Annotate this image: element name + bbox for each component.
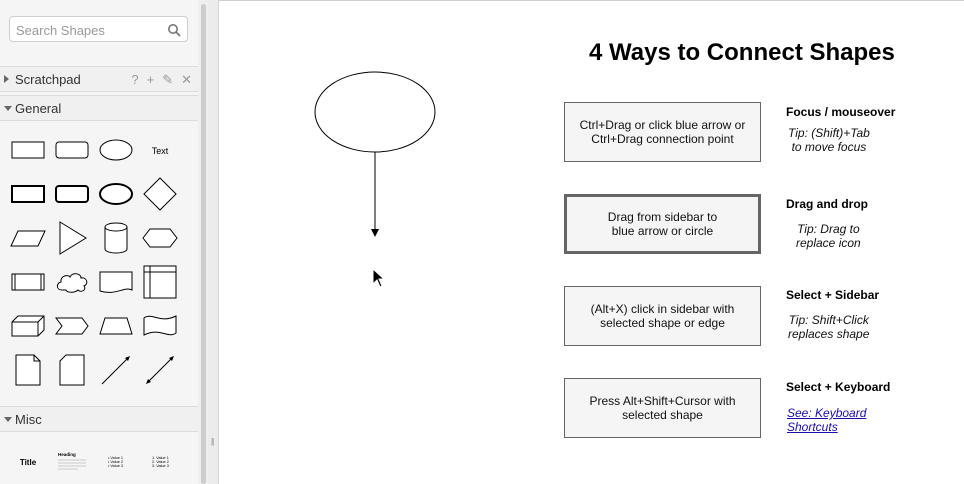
diagram-shapes	[219, 1, 579, 261]
search-input[interactable]	[16, 21, 166, 39]
list-item: Value 1	[110, 456, 123, 460]
expand-icon	[4, 75, 9, 83]
collapse-icon	[4, 106, 12, 111]
cube-shape[interactable]	[8, 307, 48, 345]
instruction-box-text: Press Alt+Shift+Cursor with selected shape	[589, 394, 736, 422]
method-heading-2[interactable]: Drag and drop	[786, 197, 869, 211]
section-scratchpad[interactable]	[0, 66, 198, 92]
arrowhead-icon	[371, 229, 379, 237]
diagram-canvas[interactable]	[219, 0, 964, 484]
instruction-box-4[interactable]	[564, 378, 761, 438]
help-icon[interactable]: ?	[131, 72, 139, 87]
text-shape[interactable]	[140, 131, 180, 169]
text-shape-label: Text	[151, 146, 169, 156]
search-box[interactable]	[9, 16, 188, 42]
sidebar-resize-handle[interactable]	[208, 0, 219, 484]
keyboard-shortcuts-link[interactable]: See: Keyboard Shortcuts	[787, 406, 867, 434]
diagram-title[interactable]: 4 Ways to Connect Shapes	[589, 39, 895, 66]
instruction-box-text: Ctrl+Drag or click blue arrow or Ctrl+Drag connection point	[579, 118, 746, 146]
note-shape[interactable]	[8, 351, 48, 389]
ellipse-node[interactable]	[315, 72, 435, 152]
section-scratchpad-label: Scratchpad	[15, 72, 81, 87]
method-heading-3[interactable]: Select + Sidebar	[786, 288, 880, 302]
mouse-cursor-icon	[372, 268, 386, 288]
tip-text-1[interactable]: Tip: (Shift)+Tab to move focus	[788, 126, 870, 154]
thick-rounded-rectangle-shape[interactable]	[52, 175, 92, 213]
trapezoid-shape[interactable]	[96, 307, 136, 345]
tip-text-2[interactable]: Tip: Drag to replace icon	[796, 222, 861, 250]
instruction-box-2[interactable]	[564, 194, 761, 254]
rounded-rectangle-shape[interactable]	[52, 131, 92, 169]
search-icon[interactable]	[167, 23, 181, 37]
tape-shape[interactable]	[140, 307, 180, 345]
title-shape[interactable]	[8, 443, 48, 481]
method-heading-4[interactable]: Select + Keyboard	[786, 380, 891, 394]
title-shape-label: Title	[19, 458, 37, 467]
section-misc-label: Misc	[15, 412, 42, 427]
instruction-box-1[interactable]	[564, 102, 761, 162]
parallelogram-shape[interactable]	[8, 219, 48, 257]
cylinder-shape[interactable]	[96, 219, 136, 257]
sidebar-scrollbar-thumb[interactable]	[201, 4, 206, 484]
resize-grip-icon[interactable]: ||	[211, 437, 214, 446]
list-item: 3. Value 3	[152, 464, 169, 468]
thick-ellipse-shape[interactable]	[96, 175, 136, 213]
list-item: Value 3	[110, 464, 123, 468]
instruction-box-3[interactable]	[564, 286, 761, 346]
svg-text:• Value 2: • Value 2	[108, 460, 123, 464]
method-heading-1[interactable]: Focus / mouseover	[786, 105, 896, 119]
instruction-box-text: Drag from sidebar to blue arrow or circle	[607, 210, 718, 238]
card-shape[interactable]	[52, 351, 92, 389]
add-icon[interactable]: +	[146, 72, 155, 87]
list-item: Value 2	[110, 460, 123, 464]
cloud-shape[interactable]	[52, 263, 92, 301]
step-shape[interactable]	[52, 307, 92, 345]
heading-shape-label: Heading	[58, 452, 76, 457]
instruction-box-text: (Alt+X) click in sidebar with selected shape or edge	[590, 302, 735, 330]
rectangle-shape[interactable]	[8, 131, 48, 169]
list-item: 1. Value 1	[152, 456, 169, 460]
section-misc[interactable]	[0, 406, 198, 432]
line-arrow-shape[interactable]	[96, 351, 136, 389]
ellipse-shape[interactable]	[96, 131, 136, 169]
section-general-label: General	[15, 101, 62, 116]
document-shape[interactable]	[96, 263, 136, 301]
svg-text:• Value 1: • Value 1	[108, 456, 123, 460]
tip-text-3[interactable]: Tip: Shift+Click replaces shape	[788, 313, 870, 341]
heading-text-shape[interactable]	[52, 443, 92, 481]
collapse-icon	[4, 417, 12, 422]
edit-icon[interactable]: ✎	[162, 72, 174, 87]
shapes-sidebar	[0, 0, 198, 484]
hexagon-shape[interactable]	[140, 219, 180, 257]
bidirectional-arrow-shape[interactable]	[140, 351, 180, 389]
triangle-shape[interactable]	[52, 219, 92, 257]
list-item: 2. Value 2	[152, 460, 169, 464]
diamond-shape[interactable]	[140, 175, 180, 213]
numbered-list-shape[interactable]	[140, 443, 180, 481]
section-general[interactable]	[0, 95, 198, 121]
close-icon[interactable]: ✕	[181, 72, 192, 87]
svg-text:• Value 3: • Value 3	[108, 464, 123, 468]
bulleted-list-shape[interactable]	[96, 443, 136, 481]
textbox-shape[interactable]	[8, 175, 48, 213]
process-shape[interactable]	[8, 263, 48, 301]
internal-storage-shape[interactable]	[140, 263, 180, 301]
